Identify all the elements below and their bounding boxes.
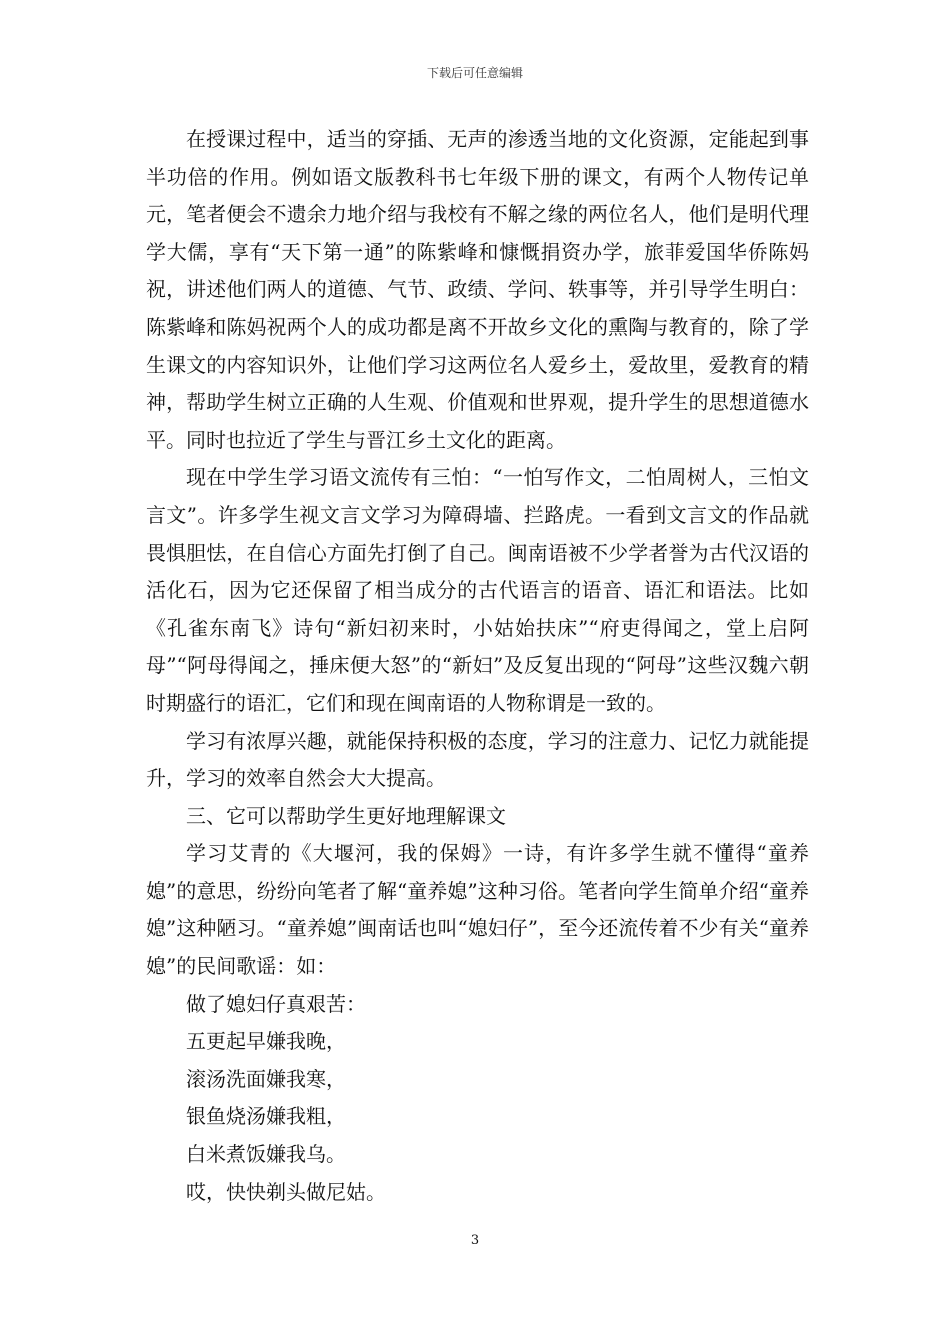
paragraph-interest: 学习有浓厚兴趣，就能保持积极的态度，学习的注意力、记忆力就能提升，学习的效率自然会大大提高。 [146,728,809,791]
paragraph-culture-resources: 在授课过程中，适当的穿插、无声的渗透当地的文化资源，定能起到事半功倍的作用。例如语文版教科书七年级下册的课文，有两个人物传记单元，笔者便会不遗余力地介绍与我校有不解之缘的两位名人，他们是明代理学大儒，享有“天下第一通”的陈紫峰和慷慨捐资办学，旅菲爱国华侨陈妈祝，讲述他们两人的道德、气节、政绩、学问、轶事等，并引导学生明白：陈紫峰和陈妈祝两个人的成功都是离不开故乡文化的熏陶与教育的，除了学生课文的内容知识外，让他们学习这两位名人爱乡土，爱故里，爱教育的精神，帮助学生树立正确的人生观、价值观和世界观，提升学生的思想道德水平。同时也拉近了学生与晋江乡土文化的距离。 [146,127,809,452]
page-number: 3 [470,1233,480,1248]
page-header: 下载后可任意编辑 [426,66,523,80]
paragraph-child-bride: 学习艾青的《大堰河，我的保姆》一诗，有许多学生就不懂得“童养媳”的意思，纷纷向笔者了解“童养媳”这种习俗。笔者向学生简单介绍“童养媳”这种陋习。“童养媳”闽南话也叫“媳妇仔”，至今还流传着不少有关“童养媳”的民间歌谣：如： [146,841,809,979]
song-line: 做了媳妇仔真艰苦： [186,991,366,1016]
song-line: 白米煮饭嫌我乌。 [186,1142,346,1167]
paragraph-classical-chinese: 现在中学生学习语文流传有三怕：“一怕写作文，二怕周树人，三怕文言文”。许多学生视文言文学习为障碍墙、拦路虎。一看到文言文的作品就畏惧胆怯，在自信心方面先打倒了自己。闽南语被不少学者誉为古代汉语的活化石，因为它还保留了相当成分的古代语言的语音、语汇和语法。比如《孔雀东南飞》诗句“新妇初来时，小姑始扶床”“府吏得闻之，堂上启阿母”“阿母得闻之，捶床便大怒”的“新妇”及反复出现的“阿母”这些汉魏六朝时期盛行的语汇，它们和现在闽南语的人物称谓是一致的。 [146,465,809,715]
song-line: 银鱼烧汤嫌我粗， [186,1104,346,1129]
song-line: 哎，快快剃头做尼姑。 [186,1179,386,1204]
document-body [146,121,809,1211]
song-line: 五更起早嫌我晚， [186,1029,346,1054]
song-line: 滚汤洗面嫌我寒， [186,1066,346,1091]
section-heading-3: 三、它可以帮助学生更好地理解课文 [186,803,506,828]
